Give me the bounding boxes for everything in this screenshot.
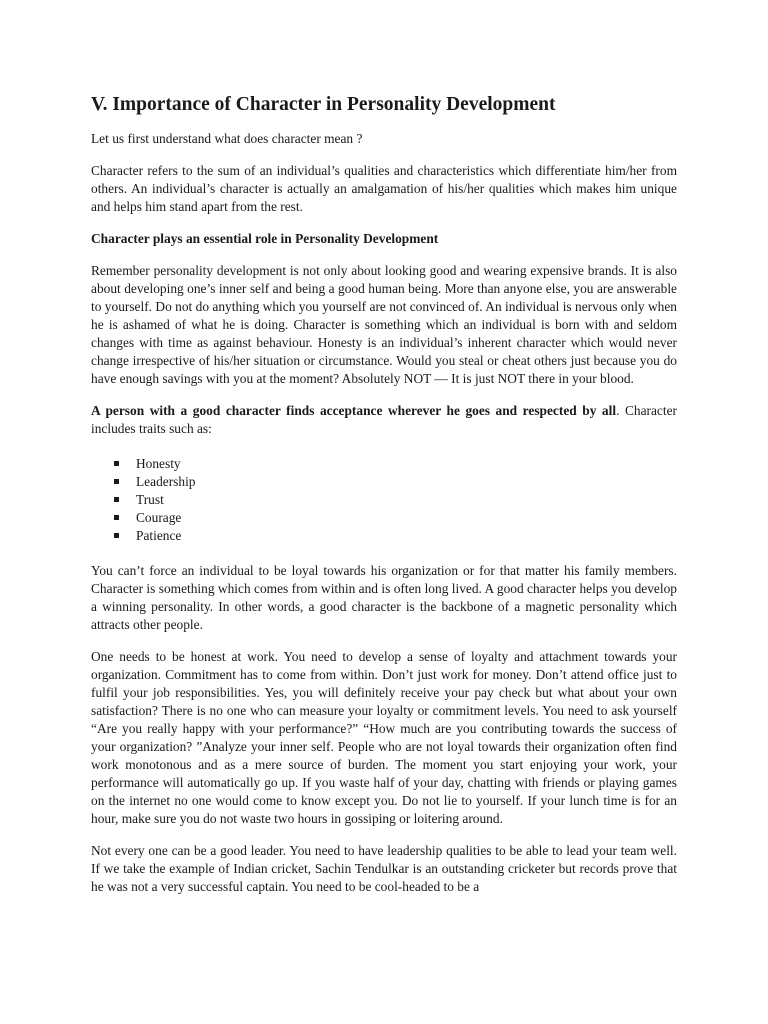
definition-paragraph: Character refers to the sum of an individual’s qualities and characteristics which differentiate him/her from others. An individual’s character is actually an amalgamation of his/her qualities which makes him unique and helps him stand apart from the rest. [91,163,677,214]
list-item [91,509,677,527]
section-subheading: Character plays an essential role in Personality Development [91,231,439,246]
square-bullet-icon [114,479,119,484]
list-item-label: Courage [136,510,182,525]
square-bullet-icon [114,497,119,502]
traits-lead-bold-text: A person with a good character finds acceptance wherever he goes and respected by all [91,403,617,418]
body-paragraph-1: Remember personality development is not only about looking good and wearing expensive brands. It is also about developing one’s inner self and being a good human being. More than anyone else, you are answerable to yourself. Do not do anything which you yourself are not convinced of. An individual is nervous only when he is ashamed of what he is doing. Character is something which an individual is born with and seldom changes with time as against behaviour. Honesty is an individual’s inherent character which would never change irrespective of his/her situation or circumstance. Would you steal or cheat others just because you do have enough savings with you at the moment? Absolutely NOT — It is just NOT there in your blood. [91,263,677,386]
traits-lead-paragraph [91,402,677,438]
traits-lead-rest-text: . Character includes traits such as: [91,403,677,436]
intro-paragraph: Let us first understand what does character mean ? [91,131,363,146]
list-item-label: Trust [136,492,164,507]
list-item-label: Honesty [136,456,181,471]
page-title: V. Importance of Character in Personality Development [91,94,556,115]
square-bullet-icon [114,515,119,520]
body-paragraph-3: One needs to be honest at work. You need to develop a sense of loyalty and attachment towards your organization. Commitment has to come from within. Don’t just work for money. Don’t attend office just to fulfil your job responsibilities. Yes, you will definitely receive your pay check but what about your own satisfaction? There is no one who can measure your loyalty or commitment levels. You need to ask yourself “Are you really happy with your performance?” “How much are you contributing towards the success of your organization? ”Analyze your inner self. People who are not loyal towards their organization often find work monotonous and as a mere source of burden. The moment you start enjoying your work, your performance will automatically go up. If you waste half of your day, chatting with friends or playing games on the internet no one would come to know except you. Do not lie to yourself. If your lunch time is for an hour, make sure you do not waste two hours in gossiping or loitering around. [91,649,677,826]
traits-list [91,455,677,545]
square-bullet-icon [114,533,119,538]
document-body [91,93,677,910]
body-paragraph-4: Not every one can be a good leader. You need to have leadership qualities to be able to lead your team well. If we take the example of Indian cricket, Sachin Tendulkar is an outstanding cricketer but records prove that he was not a very successful captain. You need to be cool-headed to be a [91,843,677,894]
list-item [91,527,677,545]
list-item-label: Leadership [136,474,196,489]
list-item [91,455,677,473]
list-item-label: Patience [136,528,182,543]
square-bullet-icon [114,461,119,466]
list-item [91,473,677,491]
list-item [91,491,677,509]
body-paragraph-2: You can’t force an individual to be loyal towards his organization or for that matter his family members. Character is something which comes from within and is often long lived. A good character helps you develop a winning personality. In other words, a good character is the backbone of a magnetic personality which attracts other people. [91,563,677,632]
